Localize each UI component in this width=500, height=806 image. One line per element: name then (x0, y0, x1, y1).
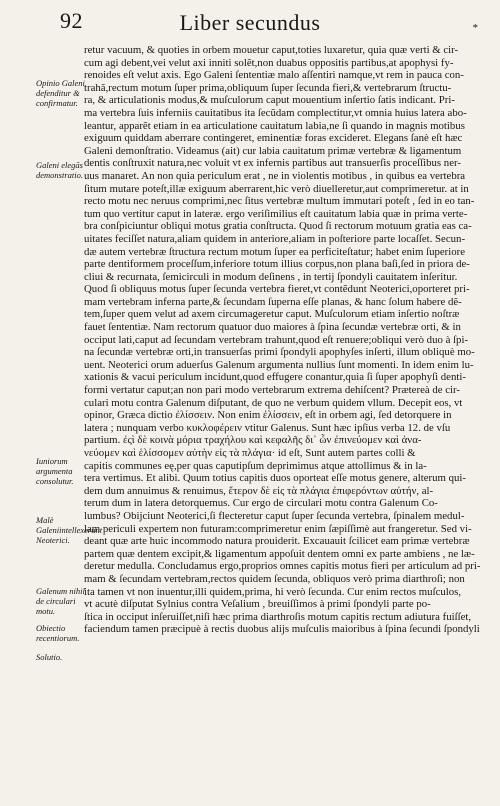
text-line: deretur medulla. Concludamus ergo,proprios omnes capitis motus fieri per articulum ad pri- (84, 560, 481, 573)
margin-note: Iuniorum argumenta consolutur. (36, 456, 74, 486)
running-title: Liber secundus (179, 10, 321, 35)
text-line: ma vertebra ſuis inferniis cauitatibus ita ſecũdam complectitur,vt omnia huius latera abo- (84, 106, 467, 119)
text-line: ita tamen vt non inuentur,illi quidem,prima, hi verò ſecunda. Cur enim rectos muſculos, (84, 585, 462, 598)
text-line: tera vertimus. Et alibi. Quum totius capitis duos oporteat eſſe motus genere, alterum qui- (84, 472, 466, 485)
margin-note: Galeni elegãs demonstratio. (36, 160, 83, 180)
text-line: vt acutè diſputat Sylnius contra Veſalium , breuiſſimos à primi ſpondyli parte po- (84, 598, 431, 611)
text-line: partem quæ dentem excipit,& ligamentum appoſuit dentem omni ex parte ambiens , ne læ- (84, 547, 475, 560)
text-line: culari motu contra Galenum diſputant, de quo ne verbum quidem vllum. Decepit eos, vt (84, 396, 463, 409)
text-line: Quod ſi obliquus motus ſuper ſecunda vertebra fieret,vt contẽdunt Neoterici,oporteret pri- (84, 283, 470, 296)
margin-note: Malè Galeniintellexerunt Neoterici. (36, 515, 103, 545)
text-line: cum agi debent,vei velut axi inniti solẽt,non duabus oppositis partibus,at apophysi fy- (84, 56, 454, 69)
text-line: partium. ἐςὶ δὲ κοινὰ μόρια τραχήλου καὶ κεφαλῆς δι᾽ ὧν ἐπινεύομεν καὶ ἀνα- (84, 434, 422, 447)
margin-note: Galenum nihil de circulari motu. (36, 586, 85, 616)
text-line: mam vertebram inferna parte,& ſecundam ſuperna eſſe planas, & hanc ſolum habere dẽ- (84, 295, 462, 308)
text-line: lam periculi expertem non futuram:comprimeretur enim ſæpiſſimè aut frangeretur. Sed vi- (84, 522, 472, 535)
text-line: bra conſpiciuntur obliqui motus gratia conſtructa. Quod ſi rectorum motuum gratia eas ca- (84, 220, 472, 233)
text-line: Galeni demonſtratio. Videamus (ait) cur labia cauitatum primæ vertebræ & ligamentum (84, 144, 462, 157)
text-line: opinor, Græca dictio ἐλίσσειν. Non enim ἐλίσσειν, eſt in orbem agi, ſed detorquere in (84, 409, 452, 422)
text-line: xationis & vacui periculum incidunt,quod effugere conantur,quia ſi ſuper apophyſi denti- (84, 371, 466, 384)
text-line: faciendum tamen præcipuè à rectis duobus alijs muſculis maioribus à ſpina ſecundi ſpondyli (84, 623, 480, 636)
text-line: fauet ſententiæ. Nam rectorum quatuor duo maiores à ſpina ſecundæ vertebræ orti, & in (84, 321, 461, 334)
text-line: occiput lati,caput ad ſecundam vertebram trahunt,quod eſt renuere;obliqui verò duo à ſpi- (84, 333, 469, 346)
text-line: leantur, apparẽt etiam in ea articulatione cauitatum labia,ne ſi quando in magnis motibus (84, 119, 465, 132)
text-line: trahã,rectum motum ſuper prima,obliquum ſuper ſecunda fieri,& vertebrarum ſtructu- (84, 81, 452, 94)
body-text (84, 44, 486, 636)
text-line: tem,ſuper quem velut ad axem circumageretur caput. Muſculorum etiam inſertio noſtræ (84, 308, 460, 321)
star-mark: * (472, 22, 478, 34)
text-line: uus manaret. An non quia periculum erat , ne in violentis motibus , in quibus ea vertebra (84, 169, 466, 182)
text-line: dæ autem vertebræ ſtructura rectum motum ſuper ea perficiteſtatur; habet enim ſuperiore (84, 245, 466, 258)
text-line: cliui & recurnata, ſemicirculi in modum deſinens , in tertij ſpondyli cauitatem inſeritur. (84, 270, 458, 283)
text-line: tum quo vertitur caput in lateræ. ergo veriſimilius eſt cauitatum labia quæ in prima verte- (84, 207, 468, 220)
text-line: terum dum in latera detorquemus. Cur ergo de circulari motu contra Galenum Co- (84, 497, 438, 510)
text-line: ra, & articulationis modus,& muſculorum caput mouentium inſertio ſatis indicant. Pri- (84, 94, 455, 107)
text-line: latera ; nunquam verbo κυκλοφέρειν vtitur Galenus. Sunt hæc ipſius verba 12. de vſu (84, 421, 451, 434)
text-line: recto motu nec neruus comprimi,nec ſitus vertebræ multum immutari poteſt , ſed in eo tan- (84, 195, 475, 208)
text-line: mam & ſecundam vertebram,rectos quidem ſecunda, obliquos verò prima diarthroſi; non (84, 572, 465, 585)
text-line: ſitum mutare poteſt,illæ exiguum aberrarent,hic verò diuelleretur,aut comprimeretur. at in (84, 182, 469, 195)
margin-note: Opinio Galeni defenditur & confirmatur. (36, 78, 85, 108)
text-line: uent. Neoterici orum aduerſus Galenum argumenta nullius ſunt momenti. In idem enim lu- (84, 358, 474, 371)
text-line: uitates feciſſet natura,aliam quidem in anteriore,aliam in poſteriore parte locaſſet. Secun- (84, 232, 466, 245)
text-line: ſtica in occiput inſeruiſſet,niſi hæc prima diarthroſis motum capitis rectum adiutura fuiſſet, (84, 610, 472, 623)
margin-note: Obiectio recentiorum. (36, 623, 80, 643)
text-line: exiguum quiddam aberrare contingeret, eminentiæ foras excideret. Elegans ſanè eſt hæc (84, 132, 463, 145)
text-line: capitis communes eę,per quas caputipſum deprimimus atque attollimus & in la- (84, 459, 427, 472)
text-line: dem dum annuimus & renuimus, ἕτερον δὲ εἰς τὰ πλάγια ἐπιφερόντων αὐτήν, al- (84, 484, 434, 497)
text-line: retur vacuum, & quoties in orbem mouetur caput,toties luxaretur, quia quæ verti & cir- (84, 44, 459, 56)
text-line: lumbus? Obijciunt Neoterici,ſi flecteretur caput ſuper ſecunda vertebra, ſpinalem medul- (84, 509, 465, 522)
text-line: dentis conſtruxit natura,nec voluit vt ex infernis partibus aut transuerſis proceſſibus ner- (84, 157, 461, 170)
margin-note: Solutio. (36, 652, 63, 662)
text-line: formi vertatur caput;an non pari modo vertebrarum extrema dehiſcent? Prætereà de cir- (84, 384, 461, 397)
text-line: na ſecundæ vertebræ orti,in transuerſas primi ſpondyli apophyſes inſerti, illum obliquè mo- (84, 346, 475, 359)
text-line: renoides eſt velut axis. Ego Galeni ſententiæ malo aſſentiri namque,vt rem in pauca con- (84, 69, 464, 82)
text-line: νεύομεν καὶ ἑλίσσομεν αὐτὴν εἰς τὰ πλάγια· id eſt, Sunt autem partes colli & (84, 447, 416, 459)
page-number: 92 (60, 8, 83, 33)
text-line: deant quæ arte huic incommodo natura prouiderit. Excauauit ſcilicet eam primæ vertebræ (84, 535, 470, 548)
text-line: parte dentiformem proceſſum,inferiore totum illius corpus,non plana baſi,ſed in priora de- (84, 258, 470, 271)
